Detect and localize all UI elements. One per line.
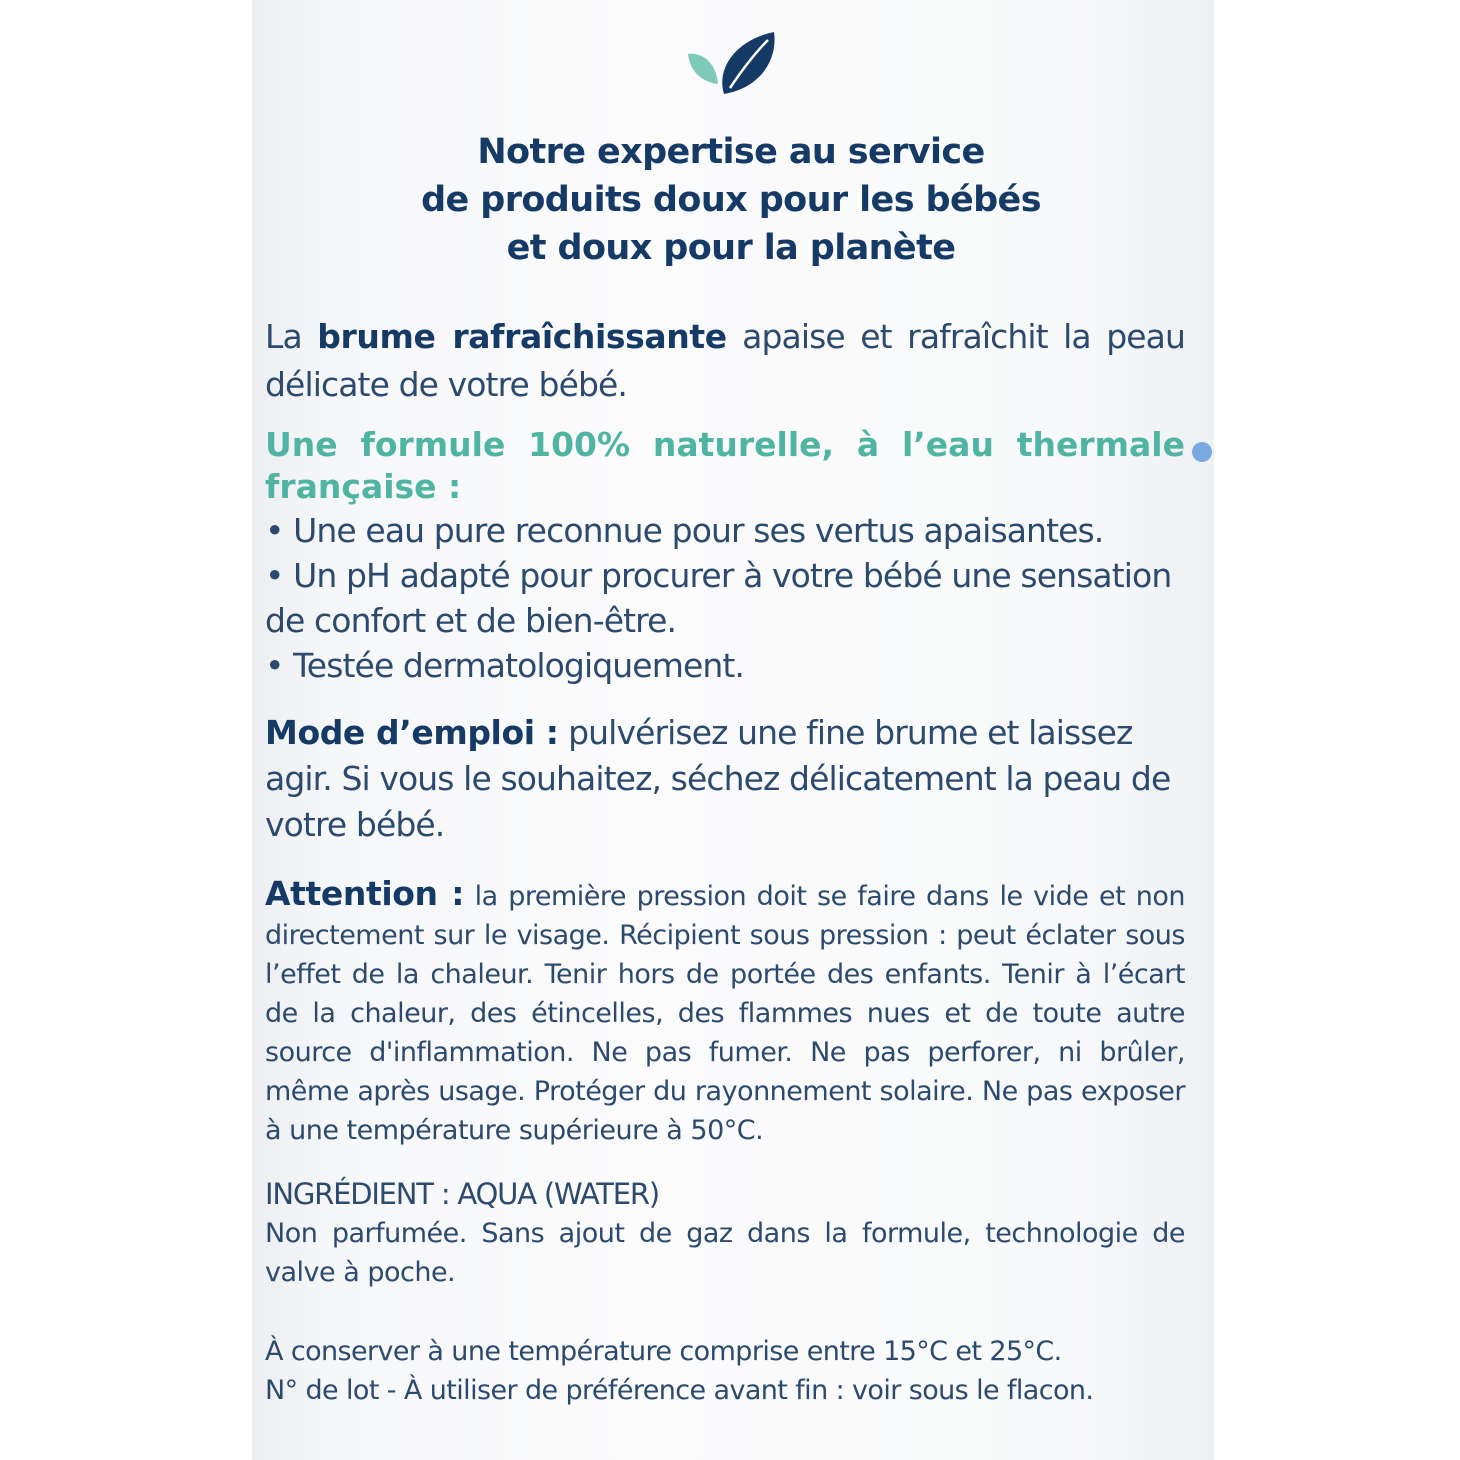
headline-line-2: de produits doux pour les bébés — [421, 180, 1041, 220]
attention-paragraph — [265, 874, 1185, 1150]
headline-line-3: et doux pour la planète — [506, 228, 956, 268]
headline-line-1: Notre expertise au service — [477, 132, 985, 172]
storage-line-1: À conserver à une température comprise entre 15°C et 25°C. — [265, 1336, 1062, 1367]
small-leaf-icon — [688, 54, 718, 84]
list-item: • Une eau pure reconnue pour ses vertus apaisantes. — [265, 511, 1104, 550]
attention-text: la première pression doit se faire dans le vide et non directement sur le visage. Récipient sous pression : peut éclater sous l’effet de la chaleur. Tenir hors de portée des enfants. Tenir à l’écart de la chaleur, des étincelles, des flammes nues et de toute autre source d'inflammation. Ne pas fumer. Ne pas perforer, ni brûler, même après usage. Protéger du rayonnement solaire. Ne pas exposer à une température supérieure à 50°C. — [265, 881, 1185, 1146]
list-item: • Un pH adapté pour procurer à votre bébé une sensation de confort et de bien-être. — [265, 556, 1172, 640]
ingredients-title: INGRÉDIENT : AQUA (WATER) — [265, 1177, 659, 1211]
usage-label: Mode d’emploi : — [265, 713, 559, 752]
intro-paragraph — [265, 313, 1185, 409]
usage-paragraph — [265, 710, 1185, 848]
attention-label: Attention : — [265, 874, 464, 913]
formula-title: Une formule 100% naturelle, à l’eau thermale française : — [265, 425, 1185, 506]
headline — [266, 128, 1196, 272]
intro-prefix: La — [265, 317, 318, 356]
product-name: brume rafraîchissante — [317, 317, 727, 356]
storage-section — [265, 1332, 1185, 1410]
ingredients-section — [265, 1175, 1185, 1292]
leaf-icon — [686, 30, 778, 98]
marker-dot — [1192, 442, 1212, 462]
storage-line-2: N° de lot - À utiliser de préférence avant fin : voir sous le flacon. — [265, 1375, 1094, 1406]
intro-suffix: apaise et rafraîchit la peau délicate de votre bébé. — [265, 317, 1185, 404]
ingredients-text: Non parfumée. Sans ajout de gaz dans la formule, technologie de valve à poche. — [265, 1218, 1185, 1288]
benefits-list — [265, 508, 1185, 688]
usage-text: pulvérisez une fine brume et laissez agir. Si vous le souhaitez, séchez délicatement la peau de votre bébé. — [265, 713, 1171, 844]
list-item: • Testée dermatologiquement. — [265, 646, 745, 685]
